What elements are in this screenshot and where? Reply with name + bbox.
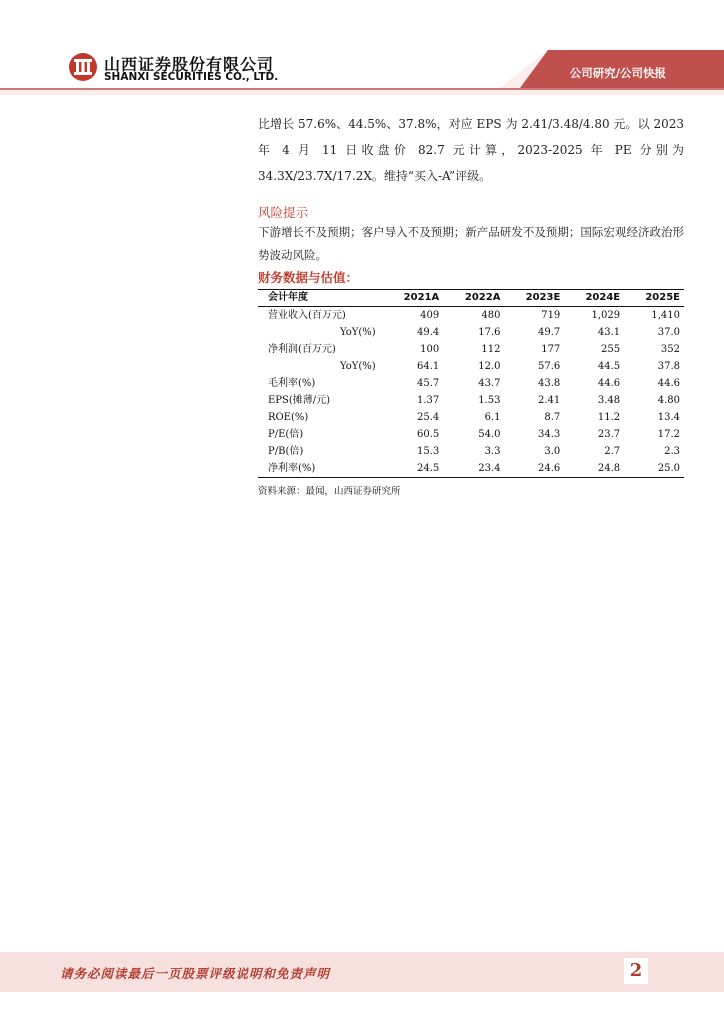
cell: 100: [420, 344, 440, 355]
table-row: [258, 341, 684, 358]
cell: 25.0: [624, 460, 684, 478]
cell: 54.0: [478, 429, 501, 440]
cell: 24.6: [504, 460, 564, 478]
cell: 719: [541, 310, 561, 321]
company-name-cn: 山西证券股份有限公司: [104, 55, 275, 74]
company-logo-icon: [68, 52, 98, 82]
cell: 17.2: [657, 429, 680, 440]
cell: 3.48: [597, 395, 621, 406]
table-header: 2021A: [382, 290, 443, 307]
cell: 25.4: [416, 412, 440, 423]
cell: 8.7: [544, 412, 561, 423]
cell: 6.1: [484, 412, 501, 423]
table-header: 2022A: [443, 290, 504, 307]
cell: 112: [481, 344, 501, 355]
row-label: EPS(摊薄/元): [268, 395, 331, 406]
table-header: 2024E: [564, 290, 624, 307]
table-row: [258, 358, 684, 375]
cell: 2.3: [664, 446, 680, 457]
risk-title: 风险提示: [258, 205, 309, 220]
row-label: ROE(%): [268, 412, 309, 423]
table-row: [258, 375, 684, 392]
cell: 45.7: [416, 378, 440, 389]
row-label: YoY(%): [340, 327, 376, 338]
cell: 1,029: [591, 310, 621, 321]
table-header: 2023E: [504, 290, 564, 307]
cell: 3.3: [484, 446, 501, 457]
table-row: [258, 409, 684, 426]
table-header: 2025E: [624, 290, 684, 307]
cell: 12.0: [478, 361, 501, 372]
row-label: P/E(倍): [268, 429, 304, 440]
cell: 49.7: [538, 327, 561, 338]
table-header-row: [258, 290, 684, 307]
page-header: [0, 0, 724, 95]
cell: 43.1: [597, 327, 621, 338]
row-label: 净利率(%): [258, 460, 382, 478]
cell: 37.0: [657, 327, 680, 338]
table-header: 会计年度: [258, 290, 382, 307]
table-row: [258, 426, 684, 443]
cell: 23.7: [597, 429, 621, 440]
table-row: [258, 460, 684, 478]
table-row: [258, 307, 684, 325]
company-name-en: SHANXI SECURITIES CO., LTD.: [104, 71, 279, 83]
cell: 4.80: [657, 395, 680, 406]
cell: 17.6: [478, 327, 501, 338]
cell: 13.4: [657, 412, 680, 423]
cell: 255: [601, 344, 621, 355]
cell: 34.3: [538, 429, 561, 440]
cell: 1.53: [478, 395, 501, 406]
cell: 37.8: [657, 361, 680, 372]
row-label: 营业收入(百万元): [268, 310, 346, 321]
cell: 60.5: [416, 429, 440, 440]
table-row: [258, 324, 684, 341]
cell: 3.0: [544, 446, 561, 457]
row-label: P/B(倍): [268, 446, 304, 457]
cell: 23.4: [443, 460, 504, 478]
report-category: 公司研究/公司快报: [569, 66, 666, 80]
cell: 49.4: [416, 327, 440, 338]
cell: 57.6: [538, 361, 561, 372]
financial-table: [258, 289, 684, 478]
row-label: 净利润(百万元): [268, 344, 336, 355]
cell: 1.37: [416, 395, 440, 406]
financial-title: 财务数据与估值：: [258, 270, 359, 285]
cell: 15.3: [416, 446, 440, 457]
cell: 480: [481, 310, 501, 321]
cell: 2.41: [538, 395, 561, 406]
cell: 43.8: [538, 378, 561, 389]
cell: 11.2: [597, 412, 621, 423]
table-row: [258, 443, 684, 460]
cell: 24.8: [564, 460, 624, 478]
cell: 409: [420, 310, 440, 321]
cell: 64.1: [416, 361, 440, 372]
row-label: 毛利率(%): [268, 378, 316, 389]
cell: 177: [541, 344, 561, 355]
cell: 2.7: [604, 446, 621, 457]
cell: 44.6: [597, 378, 621, 389]
row-label: YoY(%): [340, 361, 376, 372]
table-source: 资料来源：最闻，山西证券研究所: [258, 486, 401, 497]
cell: 44.5: [597, 361, 621, 372]
cell: 352: [660, 344, 680, 355]
cell: 1,410: [651, 310, 680, 321]
cell: 43.7: [478, 378, 501, 389]
page-footer: [0, 952, 724, 992]
footer-disclaimer: 请务必阅读最后一页股票评级说明和免责声明: [60, 966, 331, 981]
cell: 44.6: [657, 378, 680, 389]
table-row: [258, 392, 684, 409]
page-number: 2: [624, 958, 648, 984]
summary-paragraph: 比增长 57.6%、44.5%、37.8%，对应 EPS 为 2.41/3.48/4.80 元。以 2023 年 4 月 11 日收盘价 82.7 元计算，2023-2025 年 PE 分别为 34.3X/23.7X/17.2X。维持“买入-A”评级。: [258, 117, 684, 183]
cell: 24.5: [382, 460, 443, 478]
risk-text: 下游增长不及预期；客户导入不及预期；新产品研发不及预期；国际宏观经济政治形势波动风险。: [258, 225, 684, 262]
